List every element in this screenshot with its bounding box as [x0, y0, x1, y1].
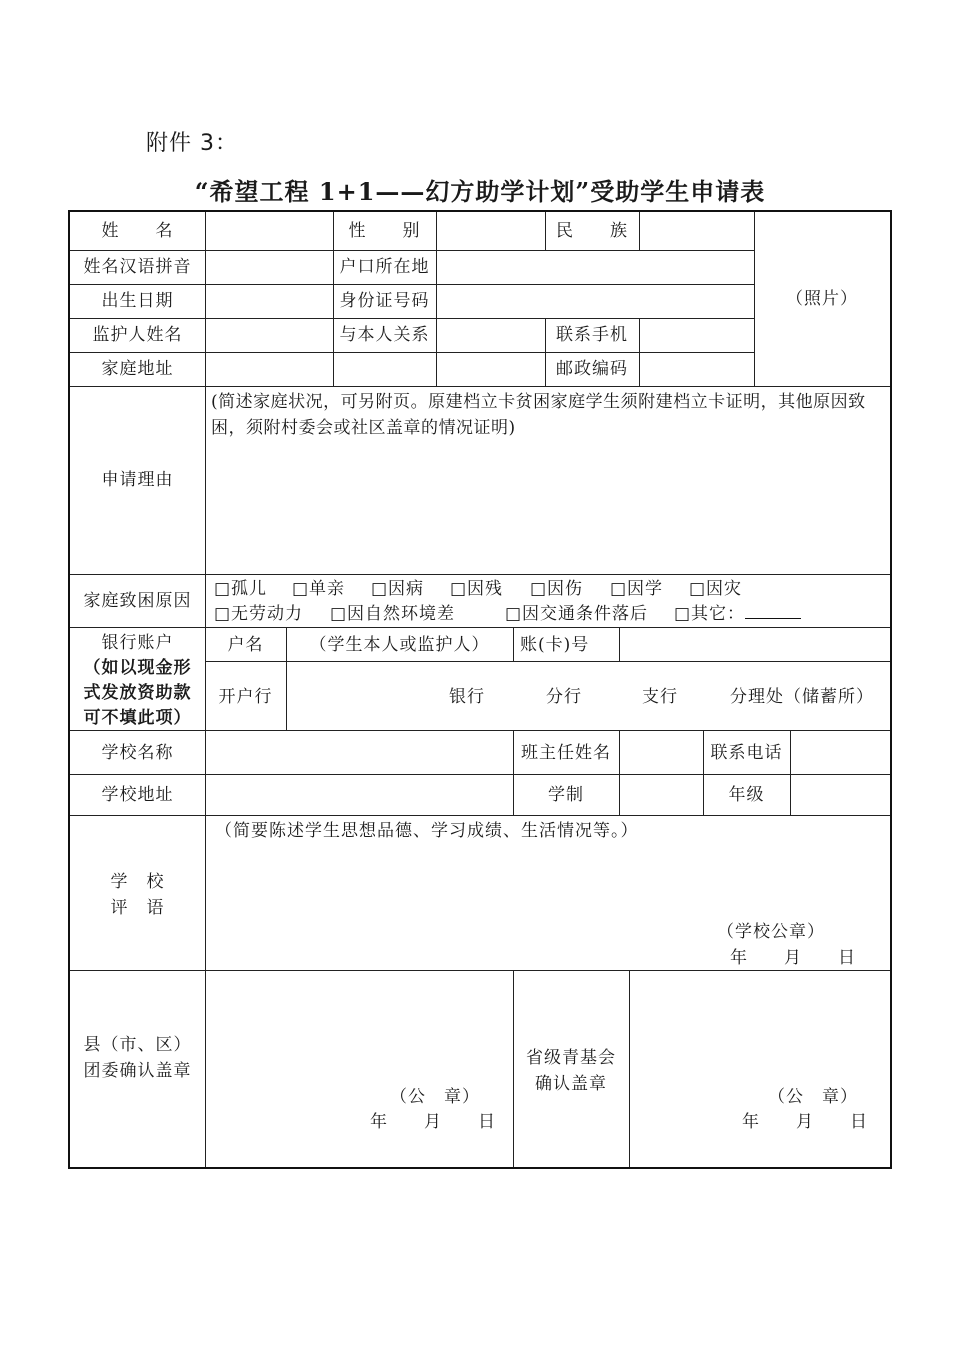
- label-province-confirm-1: 省级青基会: [526, 1048, 616, 1068]
- checkbox-study[interactable]: □因学: [610, 579, 664, 599]
- label-county-confirm-1: 县（市、区）: [83, 1035, 192, 1055]
- label-phone: 联系手机: [556, 325, 628, 345]
- label-province-confirm-2: 确认盖章: [535, 1074, 607, 1094]
- checkbox-injury[interactable]: □因伤: [530, 579, 584, 599]
- label-account-number: 账(卡)号: [520, 635, 590, 655]
- comment-hint: （简要陈述学生思想品德、学习成绩、生活情况等。）: [215, 821, 639, 841]
- label-bank-note-2: 式发放资助款: [83, 683, 192, 703]
- checkbox-other-label: □其它：: [674, 604, 746, 624]
- checkbox-other[interactable]: [674, 602, 801, 626]
- label-branch: 分行: [546, 687, 582, 707]
- label-school-system: 学制: [548, 785, 584, 805]
- label-account-name: 户名: [227, 635, 264, 655]
- label-ethnicity: 民 族: [556, 221, 628, 241]
- label-opening-bank: 开户行: [218, 687, 273, 707]
- label-birth-date: 出生日期: [101, 291, 174, 311]
- school-seal: （学校公章）: [717, 922, 825, 942]
- account-name-hint: （学生本人或监护人）: [309, 635, 490, 655]
- checkbox-no-labor[interactable]: □无劳动力: [214, 604, 304, 624]
- label-school-phone: 联系电话: [710, 743, 783, 763]
- checkbox-illness[interactable]: □因病: [371, 579, 425, 599]
- province-date: 年 月 日: [742, 1112, 868, 1132]
- label-bank-note-1: （如以现金形: [83, 658, 192, 678]
- label-school-name: 学校名称: [101, 743, 174, 763]
- label-guardian: 监护人姓名: [92, 325, 183, 345]
- province-seal: （公 章）: [768, 1087, 858, 1107]
- label-id-number: 身份证号码: [339, 291, 430, 311]
- checkbox-orphan[interactable]: □孤儿: [214, 579, 268, 599]
- label-bank: 银行: [449, 687, 485, 707]
- checkbox-transport[interactable]: □因交通条件落后: [505, 604, 649, 624]
- label-gender: 性 别: [348, 221, 421, 241]
- label-school-comment-2: 评 语: [110, 898, 165, 918]
- other-reason-blank[interactable]: [745, 602, 801, 619]
- county-seal: （公 章）: [390, 1087, 480, 1107]
- photo-placeholder: （照片）: [786, 289, 858, 309]
- label-sub-branch: 支行: [642, 687, 678, 707]
- label-grade: 年级: [728, 785, 765, 805]
- label-address: 家庭地址: [101, 359, 174, 379]
- checkbox-disaster[interactable]: □因灾: [689, 579, 743, 599]
- checkbox-environment[interactable]: □因自然环境差: [330, 604, 456, 624]
- label-office: 分理处（储蓄所）: [730, 687, 874, 707]
- label-bank-note-3: 可不填此项）: [83, 708, 192, 728]
- reason-hint: (简述家庭状况，可另附页。原建档立卡贫困家庭学生须附建档立卡证明，其他原因致困，须附村委会或社区盖章的情况证明): [211, 392, 866, 438]
- attachment-label: 附件 3：: [146, 131, 238, 156]
- form-title: “希望工程 1+1——幻方助学计划”受助学生申请表: [194, 177, 766, 206]
- checkbox-single-parent[interactable]: □单亲: [292, 579, 346, 599]
- checkbox-disability[interactable]: □因残: [450, 579, 504, 599]
- label-postcode: 邮政编码: [556, 359, 628, 379]
- label-relation: 与本人关系: [339, 325, 430, 345]
- label-bank-account: 银行账户: [101, 633, 174, 653]
- label-pinyin: 姓名汉语拼音: [83, 257, 192, 277]
- label-hukou: 户口所在地: [339, 257, 430, 277]
- label-school-address: 学校地址: [101, 785, 174, 805]
- school-date: 年 月 日: [730, 948, 856, 968]
- label-teacher: 班主任姓名: [521, 743, 611, 763]
- county-date: 年 月 日: [370, 1112, 496, 1132]
- label-school-comment-1: 学 校: [110, 872, 165, 892]
- label-county-confirm-2: 团委确认盖章: [83, 1061, 192, 1081]
- label-reason: 申请理由: [101, 470, 174, 490]
- label-poverty-cause: 家庭致困原因: [83, 591, 192, 611]
- label-name: 姓 名: [101, 221, 174, 241]
